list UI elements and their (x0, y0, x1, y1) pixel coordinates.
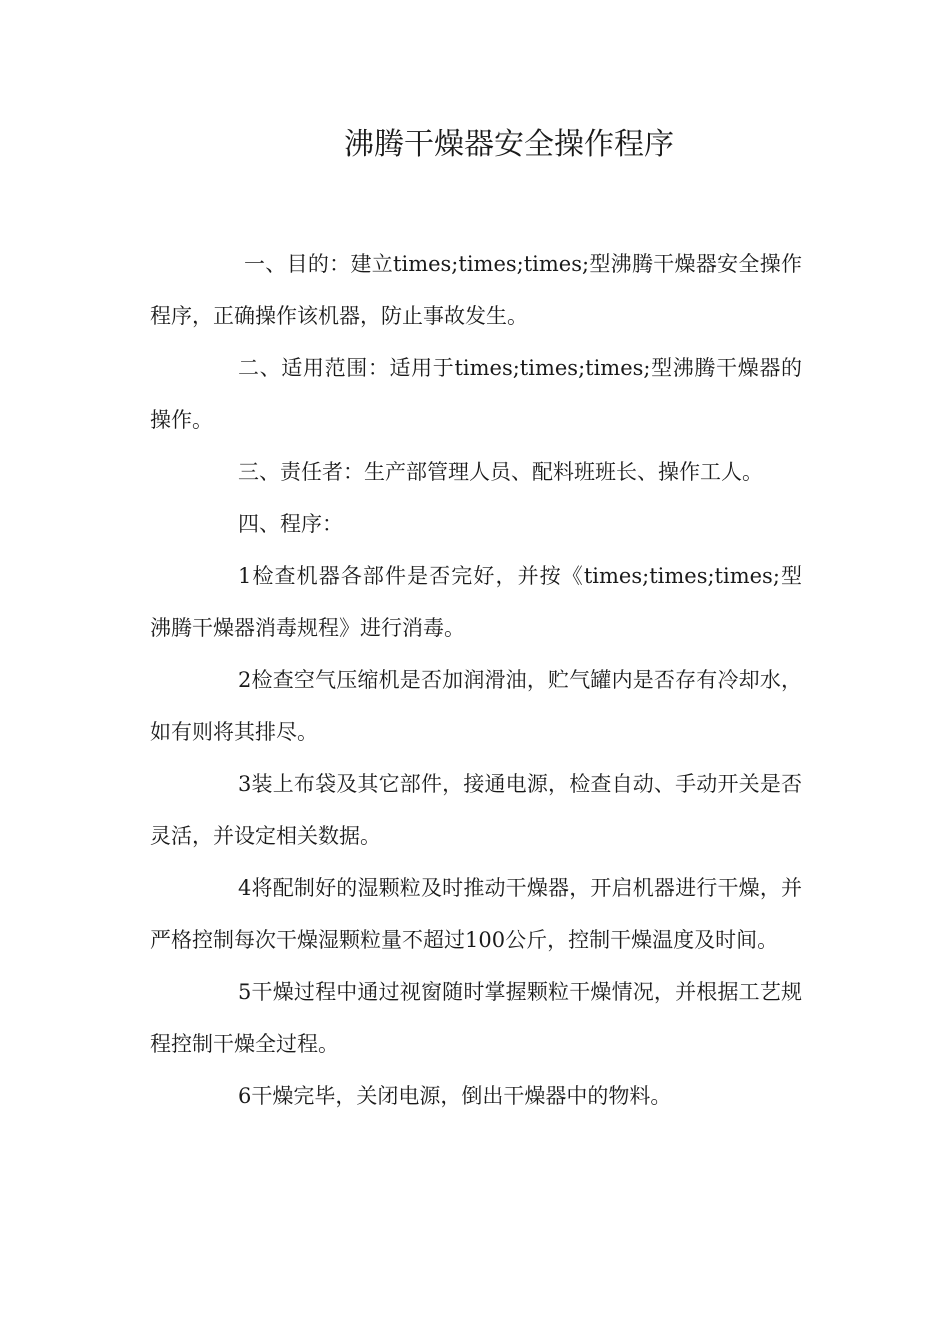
paragraph-responsibility: 三、责任者：生产部管理人员、配料班班长、操作工人。 (238, 460, 763, 484)
document-title: 沸腾干燥器安全操作程序 (344, 127, 674, 162)
paragraph-procedure-heading: 四、程序： (238, 512, 343, 536)
procedure-step-4: 4将配制好的湿颗粒及时推动干燥器，开启机器进行干燥，并严格控制每次干燥湿颗粒量不超过100公斤，控制干燥温度及时间。 (150, 876, 802, 952)
paragraph-scope: 二、适用范围：适用于times;times;times;型沸腾干燥器的操作。 (150, 356, 802, 432)
procedure-step-6: 6干燥完毕，关闭电源，倒出干燥器中的物料。 (238, 1084, 672, 1108)
document-body (150, 238, 802, 1122)
paragraph-purpose: 一、目的：建立times;times;times;型沸腾干燥器安全操作程序，正确操作该机器，防止事故发生。 (150, 252, 802, 328)
procedure-step-1: 1检查机器各部件是否完好，并按《times;times;times;型沸腾干燥器消毒规程》进行消毒。 (150, 564, 802, 640)
procedure-step-3: 3装上布袋及其它部件，接通电源，检查自动、手动开关是否灵活，并设定相关数据。 (150, 772, 802, 848)
procedure-step-2: 2检查空气压缩机是否加润滑油，贮气罐内是否存有冷却水，如有则将其排尽。 (150, 668, 802, 744)
procedure-step-5: 5干燥过程中通过视窗随时掌握颗粒干燥情况，并根据工艺规程控制干燥全过程。 (150, 980, 802, 1056)
